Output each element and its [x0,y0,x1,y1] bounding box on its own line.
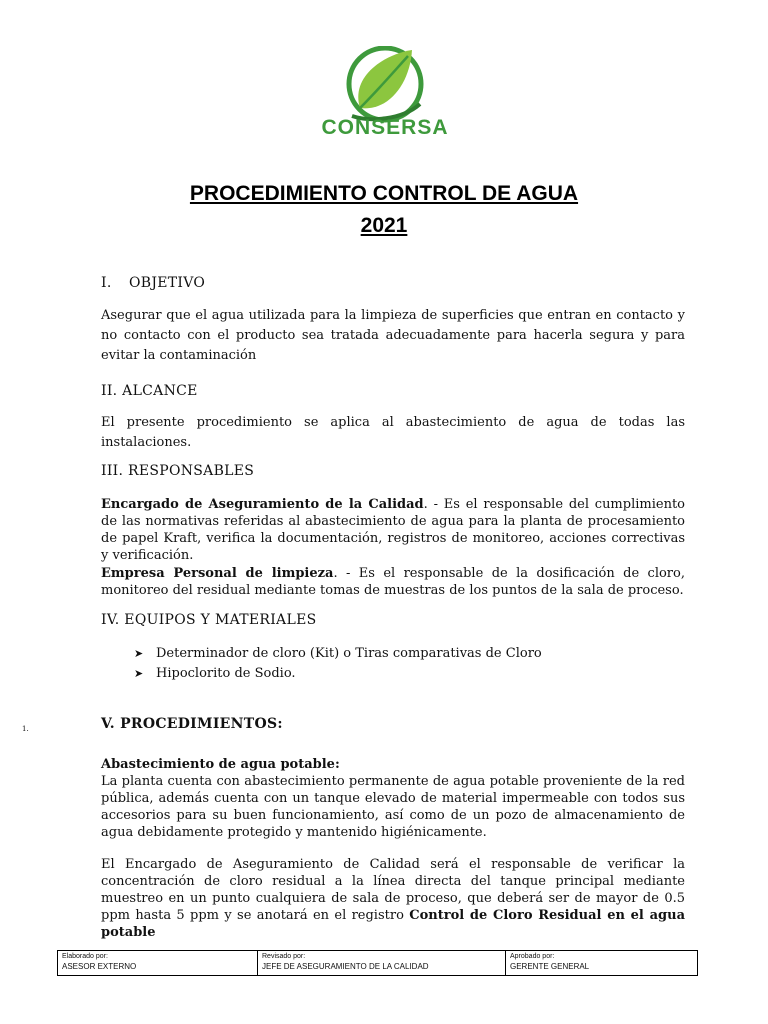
document-title: PROCEDIMIENTO CONTROL DE AGUA [189,182,579,205]
section-heading-equipos: IV. EQUIPOS Y MATERIALES [101,612,317,628]
company-logo [290,46,480,142]
section-title: OBJETIVO [129,275,206,291]
responsable-role: Empresa Personal de limpieza [101,566,334,581]
revisado-cell [258,951,506,975]
section-heading-responsables: III. RESPONSABLES [101,463,255,479]
logo-wordmark: CONSERSA [321,116,449,139]
document-year: 2021 [360,214,408,237]
cell-label: Revisado por: [262,953,306,960]
procedimiento-text: El Encargado de Aseguramiento de Calidad será el responsable de verificar la concentración de cloro residual a la línea directa del tanque principal mediante muestreo en un punto cualquiera de sala de proceso, que deberá ser de mayor de 0.5 ppm hasta 5 ppm y se anotará en el registro [101,857,685,923]
cell-value: GERENTE GENERAL [510,962,590,971]
registro-name: Control de Cloro Residual en el agua potable [101,908,685,940]
subsection-heading: Abastecimiento de agua potable: [101,757,340,772]
procedimiento-cloro [101,856,685,941]
responsable-role: Encargado de Aseguramiento de la Calidad [101,497,424,512]
procedimiento-text: La planta cuenta con abastecimiento permanente de agua potable proveniente de la red pública, además cuenta con un tanque elevado de material impermeable con todos sus accesorios para su buen funcionamiento, así como de un pozo de almacenamiento de agua debidamente protegido y mantenido higiénicamente. [101,774,685,840]
procedimiento-potable [101,756,685,841]
cell-value: ASESOR EXTERNO [62,962,137,971]
section-heading-procedimientos: V. PROCEDIMIENTOS: [101,716,283,732]
arrow-bullet-icon: ➤ [134,647,144,660]
responsable-calidad [101,496,685,564]
section-heading-alcance: II. ALCANCE [101,383,198,399]
elaborado-cell [58,951,258,975]
section-heading-objetivo [101,275,205,291]
alcance-text: El presente procedimiento se aplica al abastecimiento de agua de todas las instalaciones. [101,415,685,450]
list-item: ➤ Hipoclorito de Sodio. [134,664,542,684]
section-number: I. [101,275,112,291]
aprobado-cell [506,951,695,975]
objetivo-text: Asegurar que el agua utilizada para la limpieza de superficies que entran en contacto y no contacto con el producto sea tratada adecuadamente para hacerla segura y para evitar la contaminación [101,308,685,363]
cell-label: Aprobado por: [510,953,555,960]
equipment-list [134,644,542,684]
responsable-limpieza [101,565,685,599]
cell-value: JEFE DE ASEGURAMIENTO DE LA CALIDAD [262,962,429,971]
arrow-bullet-icon: ➤ [134,667,144,680]
responsable-description: . - Es el responsable de la dosificación de cloro, monitoreo del residual mediante tomas de muestras de los puntos de la sala de proceso. [101,566,685,598]
cell-label: Elaborado por: [62,953,108,960]
list-item: ➤ Determinador de cloro (Kit) o Tiras comparativas de Cloro [134,644,542,664]
responsable-description: . - Es el responsable del cumplimiento de las normativas referidas al abastecimiento de agua para la planta de procesamiento de papel Kraft, verifica la documentación, registros de monitoreo, acciones correctivas y verificación. [101,497,686,563]
margin-mark: 1. [22,725,29,733]
approval-table [57,950,698,976]
